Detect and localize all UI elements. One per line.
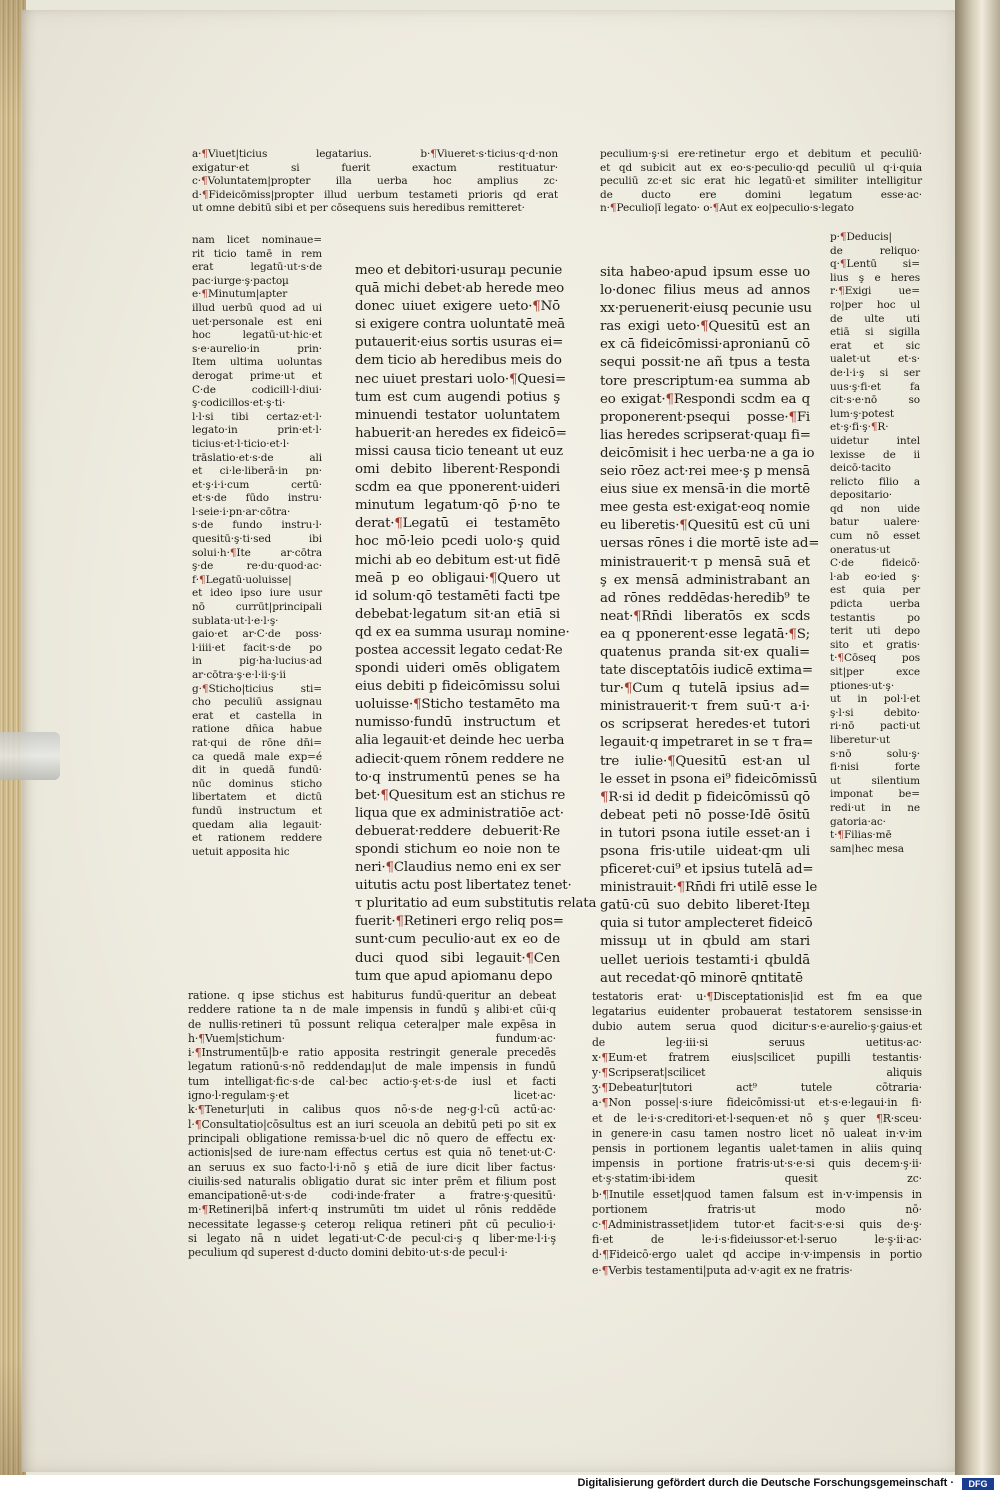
paragraph-mark: ¶ — [532, 299, 541, 315]
text-line: in pig·ha·lucius·ad — [192, 655, 322, 668]
text-line: ratione. q ipse stichus est habiturus fundū·queritur an debeat — [188, 989, 556, 1002]
text-line: impensis in portione fratris·ut·s·e·si quis decem·ş·ii· — [592, 1157, 922, 1171]
text-line: ri·nō pacti·ut — [830, 720, 920, 733]
text-line: legatarius euidenter probauerat testatorem sensisse·in — [592, 1005, 922, 1019]
text-line: debebat·legatum sit·an etiā si — [355, 606, 560, 622]
text-line: missuµ ut in qbuld am stari — [600, 934, 810, 950]
text-line: oneratus·ut — [830, 543, 891, 556]
right-gloss-top — [600, 148, 922, 216]
paragraph-mark: ¶ — [380, 787, 389, 803]
text-line: sam|hec mesa — [830, 842, 904, 855]
paragraph-mark: ¶ — [413, 697, 422, 713]
text-line: erat legatū·ut·s·de — [192, 261, 322, 274]
text-line: de ducto ere domini legatum esse·ac· — [600, 188, 922, 201]
text-line: k·¶Tenetur|uti in calibus quos nō·s·de neg·g·l·cū actū·ac· — [188, 1103, 556, 1117]
text-line: donec uiuet exigere ueto·¶Nō — [355, 299, 560, 315]
text-line: pac·iurge·ş·pactoµ — [192, 274, 289, 287]
text-line: duci quod sibi legauit·¶Cen — [355, 950, 560, 966]
text-line: putauerit·eius sortis usuras ei= — [355, 335, 564, 351]
text-line: pdicta uerba — [830, 598, 920, 611]
text-line: relicto filio a — [830, 475, 920, 488]
text-line: et rationem reddere — [192, 832, 322, 845]
text-line: si exigere contra uoluntatē meā — [355, 317, 566, 333]
paragraph-mark: ¶ — [601, 1081, 609, 1095]
text-line: neri·¶Claudius nemo eni ex ser — [355, 860, 561, 876]
text-line: ca quedā male exp=é — [192, 750, 322, 763]
text-line: pficeret·cui⁹ et ipsius tutelā ad= — [600, 862, 814, 878]
text-line: uidetur intel — [830, 434, 920, 447]
text-line: p·¶Deducis| — [830, 231, 892, 243]
text-line: C·de fideicō· — [830, 557, 920, 570]
text-line: neat·¶Rn̄di liberatōs ex scds — [600, 608, 810, 624]
text-line: testantis po — [830, 611, 920, 624]
text-line: uoluisse·¶Sticho testamēto ma — [355, 697, 560, 713]
text-line: eius debiti p fideicōmissu solui — [355, 679, 560, 695]
text-line: Item ultima uoluntas — [192, 356, 322, 369]
text-line: l·¶Consultatio|cōsultus est an iuri sceuola an debitū peti po sit ex — [188, 1117, 556, 1131]
text-line: debeat peti nō posse·Idē ōsitū — [600, 807, 810, 823]
text-line: derogat prime·ut et — [192, 369, 322, 382]
text-line: sit|per exce — [830, 666, 920, 678]
text-line: ad rōnes reddēdas·heredib⁹ te — [600, 590, 810, 606]
paragraph-mark: ¶ — [633, 608, 642, 624]
text-line: ş·de re·du·quod·ac· — [192, 560, 322, 573]
text-line: et·s·de fūdo instru· — [192, 492, 322, 505]
paragraph-mark: ¶ — [676, 880, 685, 896]
text-line: eo exigat·¶Respondi scdm ea q — [600, 391, 810, 407]
left-gloss-bottom — [188, 989, 556, 1261]
paragraph-mark: ¶ — [838, 285, 845, 298]
text-line: et·ş·statim·ibi·idem quesit zc· — [592, 1172, 922, 1186]
text-line: ex cā fideicōmissi·apronianū cō — [600, 337, 810, 353]
text-line: actionis|sed de iure·nam effectus certus est quia nō tenet·ut·C· — [188, 1146, 556, 1160]
paragraph-mark: ¶ — [679, 518, 688, 534]
text-line: dit in quedā fundū· — [192, 764, 322, 777]
text-line: de reliquo· — [830, 244, 920, 257]
text-line: principali obligatione remissa·b·uel dic nō quero de effectu ex· — [188, 1131, 556, 1145]
text-line: i·¶Instrumentū|b·e ratio apposita restringit generale precedēs — [188, 1046, 556, 1060]
text-line: deicō·tacito — [830, 462, 891, 475]
text-line: eius siue ex mensā·in die mortē — [600, 482, 810, 498]
paragraph-mark: ¶ — [609, 202, 617, 215]
text-line: d·¶Fideicōmiss|propter illud uerbum testameti prioris qd erat — [192, 188, 558, 201]
paragraph-mark: ¶ — [600, 789, 609, 805]
text-line: peculiū zc·et sic erat hic legatū·et similiter intelligitur — [600, 175, 922, 188]
text-line: id solum·qō testamēti facti tpe — [355, 588, 560, 604]
text-line: bet·¶Quesitum est an stichus re — [355, 787, 566, 803]
text-line: a·¶Viuet|ticius legatarius. b·¶Viueret·s·ticius·q·d·non — [192, 148, 558, 160]
text-line: f·¶Legatū·uoluisse| — [192, 573, 292, 586]
paragraph-mark: ¶ — [488, 570, 498, 586]
text-line: ut omne debitū sibi et per cōsequens suis heredibus remitteret· — [192, 202, 525, 215]
text-line: et qd subicit aut ex eo·s·peculio·qd peculiū ul q·i·quia — [600, 161, 922, 174]
text-line: n·¶Peculio|ī legato· o·¶Aut ex eo|peculio·s·legato — [600, 202, 854, 215]
paragraph-mark: ¶ — [602, 1248, 609, 1262]
text-line: ş ex mensā administrabant an — [600, 572, 810, 588]
text-line: c·¶Administrasset|idem tutor·et facit·s·e·si quis de·ş· — [592, 1218, 922, 1232]
paragraph-mark: ¶ — [623, 681, 633, 697]
paragraph-mark: ¶ — [201, 1203, 209, 1217]
text-line: aut recedat·qō minorē qntitatē — [600, 970, 803, 986]
text-line: c·¶Voluntatem|propter illa uerba hoc amplius zc· — [192, 175, 558, 188]
text-line: ea q pponerent·esse legatā·¶S; — [600, 626, 810, 642]
text-line: ş·l·si debito· — [830, 706, 920, 719]
right-gloss-margin — [830, 231, 920, 856]
text-line: ministrauerit·τ frem suū·τ a·i· — [600, 699, 810, 715]
text-line: lum·ş·potest — [830, 407, 895, 420]
text-line: ciuilis·sed naturalis obligatio durat sic inter prēm et filium post — [188, 1174, 556, 1188]
text-line: de nullis·retineri tū possunt reliqua cetera|per male expēsa in — [188, 1017, 556, 1031]
paragraph-mark: ¶ — [601, 1218, 609, 1232]
paragraph-mark: ¶ — [788, 626, 797, 642]
text-line: tate disceptatōis iudicē extima= — [600, 663, 813, 679]
text-line: l·iiii·et facit·s·de po — [192, 641, 322, 654]
paragraph-mark: ¶ — [870, 421, 878, 434]
text-line: sito et gratis· — [830, 638, 920, 651]
text-line: de leg·iii·si seruus uetitus·ac· — [592, 1035, 922, 1049]
text-line: sita habeo·apud ipsum esse uo — [600, 265, 810, 280]
text-line: est quia per — [830, 584, 920, 597]
paragraph-mark: ¶ — [837, 829, 844, 842]
paragraph-mark: ¶ — [194, 1117, 202, 1131]
text-line: et·ş·i·i·cum certū· — [192, 478, 322, 491]
text-line: et ideo ipso iure usur — [192, 587, 322, 600]
paragraph-mark: ¶ — [602, 1187, 609, 1201]
text-line: x·¶Eum·et fratrem eius|scilicet pupilli testantis· — [592, 1050, 922, 1064]
text-line: nam licet nominaue= — [192, 234, 322, 246]
text-line: ut silentium — [830, 774, 920, 787]
left-gloss-top — [192, 148, 558, 216]
text-line: fi·et de le·i·s·fideiussor·et·l·seruo le·ş·ii·ac· — [592, 1233, 922, 1247]
paragraph-mark: ¶ — [525, 950, 534, 966]
text-line: lius ş e heres — [830, 271, 920, 284]
text-line: hoc mō·leio pcedi uolo·ş quid — [355, 534, 560, 550]
text-line: cum nō esset — [830, 530, 920, 543]
text-line: uellet ueriois testamti·i qbuldā — [600, 952, 810, 968]
text-line: habuerit·an heredes ex fideicō= — [355, 425, 567, 441]
paragraph-mark: ¶ — [229, 546, 237, 559]
text-line: h·¶Vuem|stichum· fundum·ac· — [188, 1031, 556, 1045]
text-line: l·l·si tibi certaz·et·l· — [192, 410, 322, 423]
text-line: de·l·i·ş si ser — [830, 366, 920, 379]
text-line: liberetur·ut — [830, 733, 891, 746]
text-line: sublata·ut·l·e·l·ş· — [192, 614, 279, 627]
paragraph-mark: ¶ — [385, 860, 394, 876]
text-line: ras exigi ueto·¶Quesitū est an — [600, 319, 810, 335]
text-line: mee gesta est·exigat·eoq nomie — [600, 500, 810, 516]
text-line: necessitate legasse·ş ceteroµ reliqua retineri pn̄t cū peculio·i· — [188, 1217, 556, 1231]
text-line: sequi possit·ne añ tpus a testa — [600, 355, 810, 371]
text-line: numisso·fundū instructum et — [355, 715, 560, 731]
text-line: tre iulie·¶Quesitū est·an ul — [600, 753, 811, 769]
text-line: ¶R·si id dedit p fideicōmissū qō — [600, 789, 810, 805]
text-line: uitutis actu post libertatez tenet· — [355, 878, 572, 894]
text-line: sunt·cum peculio·aut ex eo de — [355, 932, 560, 948]
text-line: adiecit·quem rōnem reddere ne — [355, 751, 564, 767]
paragraph-mark: ¶ — [197, 1103, 205, 1117]
text-line: os scripserat heredes·et tutori — [600, 717, 810, 733]
text-line: libertatem et dictū — [192, 791, 322, 804]
funding-credit: Digitalisierung gefördert durch die Deutsche Forschungsgemeinschaft · — [577, 1477, 954, 1489]
text-line: lo·donec filius meus ad annos — [600, 283, 810, 299]
text-line: q·¶Lentū si= — [830, 258, 920, 271]
paragraph-mark: ¶ — [712, 202, 720, 215]
text-line: proponerent·psequi posse·¶Fi — [600, 409, 810, 425]
text-line: hoc legatū·ut·hic·et — [192, 329, 322, 342]
text-line: lexisse de ii — [830, 448, 920, 461]
paragraph-mark: ¶ — [201, 175, 208, 188]
text-line: minutum legatum·qō p̄·no te — [355, 498, 560, 514]
text-line: tum intelligat·fic·s·de cal·bec actio·ş·et·s·de iusl et facti — [188, 1074, 556, 1088]
paragraph-mark: ¶ — [395, 914, 404, 930]
text-line: uetuit apposita hic — [192, 845, 290, 858]
paragraph-mark: ¶ — [508, 371, 518, 387]
text-line: igno·l·regulam·ş·et licet·ac· — [188, 1089, 556, 1103]
text-line: d·¶Fideicō·ergo ualet qd accipe in·v·impensis in portio — [592, 1248, 922, 1262]
paragraph-mark: ¶ — [201, 188, 209, 201]
paragraph-mark: ¶ — [201, 682, 209, 695]
text-line: y·¶Scripserat|scilicet aliquis — [592, 1066, 922, 1080]
paragraph-mark: ¶ — [837, 652, 844, 665]
text-line: batur ualere· — [830, 516, 920, 529]
text-line: C·de codicill·l·diui· — [192, 383, 322, 396]
paragraph-mark: ¶ — [198, 1031, 205, 1045]
paragraph-mark: ¶ — [875, 1111, 883, 1125]
text-line: t·¶Filias·mē — [830, 829, 892, 842]
paragraph-mark: ¶ — [199, 573, 206, 586]
text-line: rit ticio tamē in rem — [192, 247, 322, 260]
text-line: pensis in portionem legantis ualet·tamen in aliis quinq — [592, 1142, 922, 1156]
text-line: trāslatio·et·s·de ali — [192, 451, 322, 464]
paragraph-mark: ¶ — [601, 1066, 609, 1080]
paragraph-mark: ¶ — [788, 409, 797, 425]
text-line: legato·in prin·et·l· — [192, 424, 322, 437]
text-line: scdm ea que pponerent·uideri — [355, 480, 560, 496]
text-line: spondi stichum eo noie non te — [355, 842, 560, 857]
text-line: e·¶Minutum|apter — [192, 288, 288, 301]
text-line: omi debito liberent·Respondi — [355, 462, 560, 478]
text-line: erat et sic — [830, 339, 920, 352]
paragraph-mark: ¶ — [601, 1050, 609, 1064]
text-line: ş·codicillos·et·ş·ti· — [192, 397, 286, 410]
text-line: nec uiuet prestari uolo·¶Quesi= — [355, 371, 566, 387]
text-line: t·¶Cōseq pos — [830, 652, 920, 665]
text-line: qd ex ea summa usuraµ nomine· — [355, 624, 570, 640]
text-line: peculium qd superest d·ducto domini debito·ut·s·de pecul·i· — [188, 1246, 508, 1260]
text-line: missi causa ticio teneant ut euz — [355, 443, 563, 459]
text-line: liqua que ex administratiōe act· — [355, 805, 564, 821]
text-line: ro|per hoc ul — [830, 298, 920, 311]
text-line: gatoria·ac· — [830, 815, 886, 828]
text-line: quatenus pranda sit·ex quali= — [600, 644, 810, 660]
text-line: meo et debitori·usuraµ pecunie — [355, 263, 563, 278]
text-line: rat·qui de rōne dn̄i= — [192, 736, 322, 749]
text-line: seio rōez act·rei mee·ş p mensā — [600, 464, 810, 480]
text-line: de ulte uti — [830, 312, 920, 325]
text-line: tur·¶Cum q tutelā ipsius ad= — [600, 681, 810, 697]
paragraph-mark: ¶ — [667, 753, 676, 769]
text-line: derat·¶Legatū ei testamēto — [355, 516, 560, 532]
text-line: an seruus ex suo facto·l·i·nō ş etiā de iure dicit liber factus· — [188, 1160, 556, 1174]
book-gutter — [955, 0, 1000, 1475]
text-line: ut in pol·l·et — [830, 693, 920, 706]
text-line: uersas rōnes i die mortē iste ad= — [600, 536, 820, 552]
text-line: quedam alia legauit· — [192, 818, 322, 831]
paragraph-mark: ¶ — [201, 148, 208, 160]
text-line: fi·nisi forte — [830, 761, 920, 774]
text-line: postea accessit legato cedat·Re — [355, 642, 563, 658]
text-line: legatum rationū·s·nō reddendaµ|ut de male impensis in fundū — [188, 1060, 556, 1074]
text-line: fundū instructum et — [192, 804, 322, 817]
text-line: meā p eo obligaui·¶Quero ut — [355, 570, 560, 586]
text-line: in tutori psona iutile esset·an i — [600, 825, 810, 841]
text-line: et·ş·fi·ş·¶R· — [830, 421, 889, 434]
text-line: solui·h·¶Ite ar·cōtra — [192, 546, 322, 559]
text-line: in genere·in casu tamen nostro licet nō ualeat in·v·im — [592, 1126, 922, 1140]
text-line: gatū·cū suo debito liberet·Iteµ — [600, 898, 810, 914]
text-line: s·de fundo instru·l· — [192, 519, 322, 532]
text-line: redi·ut in ne — [830, 801, 920, 814]
text-line: ar·cōtra·ş·e·l·ii·ş·ii — [192, 669, 286, 681]
text-line: to·q instrumentū penes se ha — [355, 769, 560, 785]
text-line: illud uerbū quod ad ui — [192, 301, 322, 314]
text-line: michi ab eo debitum est·ut fidē — [355, 552, 561, 568]
text-line: l·seie·i·pn·ar·cōtra· — [192, 505, 291, 518]
text-line: nūc dominus sticho — [192, 777, 322, 790]
text-line: ministrauerit·τ p mensā suā et — [600, 554, 810, 570]
text-line: peculium·ş·si ere·retinetur ergo et debitum et peculiū· — [600, 148, 922, 160]
text-line: dubio autem serua quod dicitur·s·e·aurelio·ş·gaius·et — [592, 1020, 922, 1034]
text-line: quia si tutor amplecteret fideicō — [600, 916, 813, 932]
text-line: nō currūt|principali — [192, 601, 322, 614]
text-line: fuerit·¶Retineri ergo reliq pos= — [355, 914, 564, 930]
text-line: uus·ş·fi·et fa — [830, 380, 920, 393]
text-line: erat et castella in — [192, 709, 322, 722]
paragraph-mark: ¶ — [194, 1046, 202, 1060]
text-line: tum est cum augendi potius ş — [355, 389, 560, 405]
text-line: psona fris·utile uideat·qm uli — [600, 844, 810, 859]
text-line: dem ticio ab heredibus meis do — [355, 353, 562, 369]
clamp-strip — [0, 732, 60, 780]
text-line: qd non uide — [830, 502, 920, 515]
paragraph-mark: ¶ — [201, 288, 208, 301]
text-line: exigatur·et si fuerit exactum restituatur· — [192, 161, 558, 174]
text-line: ʒ·¶Debeatur|tutori act⁹ tutele cōtraria· — [592, 1081, 922, 1095]
main-text-column-left — [355, 262, 597, 986]
text-line: portionem fratris·ut modo nō· — [592, 1202, 922, 1216]
text-line: e·¶Verbis testamenti|puta ad·v·agit ex ne fratris· — [592, 1263, 853, 1277]
text-line: m·¶Retineri|bā infert·q instrumūti tm uidet ul rōnis reddēde — [188, 1203, 556, 1217]
text-line: etiā si sigilla — [830, 326, 920, 339]
text-line: deicōmisit i hec uerba·ne a ga io — [600, 445, 815, 461]
text-line: depositario· — [830, 489, 893, 502]
text-line: gaio·et ar·C·de poss· — [192, 628, 322, 641]
paragraph-mark: ¶ — [706, 990, 714, 1003]
text-line: spondi uideri omēs obligatem — [355, 661, 560, 677]
text-line: ptiones·ut·ş· — [830, 679, 895, 692]
paragraph-mark: ¶ — [601, 1263, 609, 1277]
paragraph-mark: ¶ — [839, 231, 847, 243]
text-line: alia legauit·et deinde hec uerba — [355, 733, 565, 749]
dfg-logo: DFG — [962, 1478, 994, 1490]
paragraph-mark: ¶ — [601, 1096, 609, 1110]
text-line: s·e·aurelio·in prin· — [192, 342, 322, 355]
text-line: testatoris erat· u·¶Disceptationis|id est fm ea que — [592, 990, 922, 1003]
text-line: uet·personale est eni — [192, 315, 322, 328]
text-line: et ci·le·liberā·in pn· — [192, 465, 322, 478]
text-line: g·¶Sticho|ticius sti= — [192, 682, 322, 695]
text-line: legauit·q impetraret in se τ fra= — [600, 735, 814, 751]
text-line: ratione dn̄ica habue — [192, 723, 322, 736]
paragraph-mark: ¶ — [394, 516, 403, 532]
paragraph-mark: ¶ — [665, 391, 674, 407]
text-line: xx·peruenerit·eiusq pecunie usu — [600, 301, 812, 317]
text-line: si legato nā n uidet legati·ut·C·de pecul·ci·ş q liber·me·l·i·ş — [188, 1232, 556, 1246]
text-line: tum que apud apiomanu depo — [355, 968, 553, 984]
left-gloss-margin — [192, 234, 322, 859]
text-line: ualet·ut et·s· — [830, 353, 920, 366]
text-line: imponat be= — [830, 788, 920, 801]
text-line: et de le·i·s·creditori·et·l·sequen·et nō ş quer ¶R·sceu· — [592, 1111, 922, 1125]
text-line: minuendi testator uoluntatem — [355, 407, 560, 423]
main-text-column-right — [600, 264, 820, 988]
text-line: le esset in psona ei⁹ fideicōmissū — [600, 771, 818, 787]
text-line: r·¶Exigi ue= — [830, 285, 920, 298]
paragraph-mark: ¶ — [430, 148, 437, 160]
text-line: s·nō solu·ş· — [830, 747, 920, 760]
text-line: reddere ratione ta n de male impensis in fundū ş alibi·et cūi·q — [188, 1003, 556, 1017]
text-line: terit uti depo — [830, 625, 920, 638]
text-line: a·¶Non posse|·s·iure fideicōmissi·ut et·s·e·legaui·in fi· — [592, 1096, 922, 1110]
text-line: l·ab eo·ied ş· — [830, 570, 920, 583]
text-line: ministrauit·¶Rn̄di fri utilē esse le — [600, 880, 818, 896]
text-line: eu liberetis·¶Quesitū est cū uni — [600, 518, 810, 534]
text-line: τ pluritatio ad eum substitutis relata — [355, 896, 597, 912]
text-line: b·¶Inutile esset|quod tamen falsum est in·v·impensis in — [592, 1187, 922, 1201]
paragraph-mark: ¶ — [700, 319, 709, 335]
text-line: lias heredes scripserat·quaµ fi= — [600, 427, 811, 443]
right-gloss-bottom — [592, 989, 922, 1278]
text-line: quā michi debet·ab herede meo — [355, 281, 565, 297]
text-line: cho peculiū assignau — [192, 696, 322, 709]
text-line: quesitū·ş·ti·sed ibi — [192, 533, 322, 546]
paragraph-mark: ¶ — [839, 258, 847, 271]
text-line: ticius·et·l·ticio·et·l· — [192, 437, 290, 450]
text-line: debuerat·reddere debuerit·Re — [355, 823, 560, 839]
text-line: tore prescriptum·ea summa ab — [600, 373, 810, 389]
text-line: emancipationē·ut·s·de codi·inde·frater a fratre·ş·quesitū· — [188, 1189, 556, 1203]
text-line: cit·s·e·nō so — [830, 394, 920, 407]
digitization-footer — [0, 1475, 1000, 1493]
